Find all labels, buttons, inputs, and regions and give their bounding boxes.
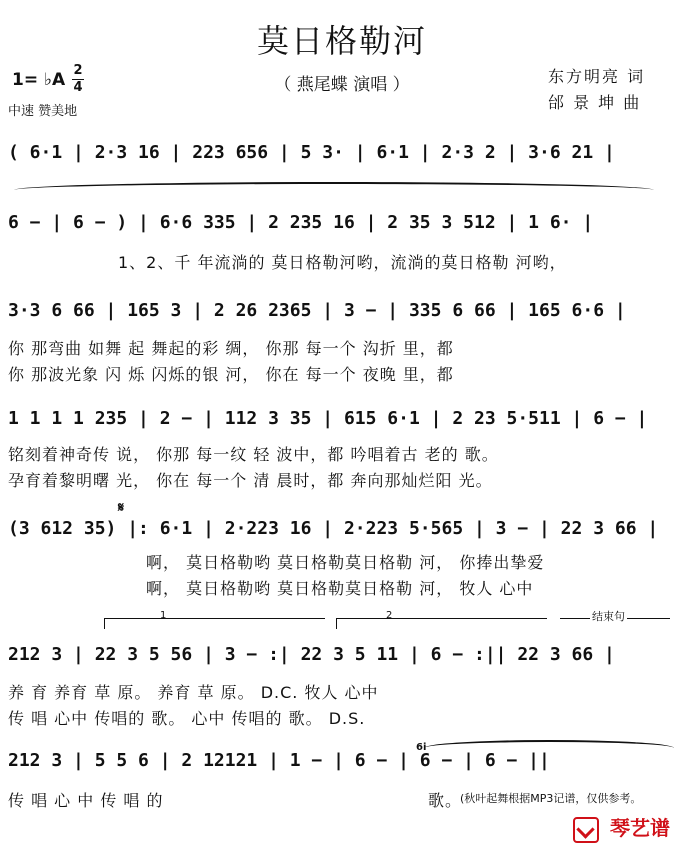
notation-row-4: 1 1 1 1 235 | 2 − | 112 3 35 | 615 6·1 | 2 23 5·511 | 6 − | [8, 408, 648, 429]
notation-row-6: 212 3 | 22 3 5 56 | 3 − :| 22 3 5 11 | 6 − :|| 22 3 66 | [8, 644, 615, 665]
lyric-row-3-verse-1: 你 那弯曲 如舞 起 舞起的彩 绸， 你那 每一个 沟折 里，都 [8, 339, 454, 358]
notation-row-1: ( 6·1 | 2·3 16 | 223 656 | 5 3· | 6·1 | 2·3 2 | 3·6 21 | [8, 142, 615, 163]
coda-label: 结束句 [592, 610, 625, 623]
meter-top: 2 [73, 63, 83, 78]
lyric-row-4-verse-1: 铭刻着神奇传 说， 你那 每一纹 轻 波中，都 吟唱着古 老的 歌。 [8, 445, 499, 464]
credits [548, 64, 645, 116]
composer: 邰 景 坤 曲 [548, 93, 642, 112]
lyric-row-2-verse-1: 1、2、千 年流淌的 莫日格勒河哟，流淌的莫日格勒 河哟， [118, 253, 567, 272]
volta-2-label: 2 [386, 610, 393, 621]
segno-sign: 𝄋 [118, 500, 125, 516]
notation-row-2: 6 − | 6 − ) | 6·6 335 | 2 235 16 | 2 35 3 512 | 1 6· | [8, 212, 594, 233]
lyric-row-5-verse-2: 啊， 莫日格勒哟 莫日格勒莫日格勒 河， 牧人 心中 [146, 579, 534, 598]
performer-subtitle: （ 燕尾蝶 演唱 ） [274, 75, 410, 95]
song-title: 莫日格勒河 [256, 22, 427, 60]
logo-icon [573, 817, 599, 843]
volta-bracket-1 [104, 618, 325, 629]
notation-row-5: (3 612 35) |: 6·1 | 2·223 16 | 2·223 5·565 | 3 − | 22 3 66 | [8, 518, 659, 539]
time-signature [72, 64, 84, 95]
lyric-row-3-verse-2: 你 那波光象 闪 烁 闪烁的银 河， 你在 每一个 夜晚 里，都 [8, 365, 454, 384]
volta-bracket-2 [336, 618, 547, 629]
tempo-marking: 中速 赞美地 [8, 104, 78, 119]
lyricist: 东方明亮 词 [548, 67, 646, 86]
transcription-note: (秋叶起舞根据MP3记谱，仅供参考。 [460, 792, 642, 805]
grace-notes: 6i [416, 742, 427, 753]
notation-row-3: 3·3 6 66 | 165 3 | 2 26 2365 | 3 − | 335 6 66 | 165 6·6 | [8, 300, 626, 321]
final-lyric: 歌。 [428, 791, 463, 810]
tie-arc [424, 740, 674, 748]
lyric-row-4-verse-2: 孕育着黎明曙 光， 你在 每一个 清 晨时，都 奔向那灿烂阳 光。 [8, 471, 493, 490]
meter-bottom: 4 [73, 80, 83, 95]
site-logo [573, 812, 670, 843]
lyric-row-5-verse-1: 啊， 莫日格勒哟 莫日格勒莫日格勒 河， 你捧出挚爱 [146, 553, 545, 572]
slur-arc [14, 182, 654, 190]
lyric-row-6-verse-1: 养 育 养育 草 原。 养育 草 原。 D.C. 牧人 心中 [8, 683, 379, 702]
lyric-row-7: 传 唱 心 中 传 唱 的 [8, 791, 164, 810]
key-signature: 1= ♭A [12, 70, 66, 90]
lyric-row-6-verse-2: 传 唱 心中 传唱的 歌。 心中 传唱的 歌。 D.S. [8, 709, 366, 728]
volta-1-label: 1 [160, 610, 167, 621]
notation-row-7: 212 3 | 5 5 6 | 2 12121 | 1 − | 6 − | 6 − | 6 − || [8, 750, 550, 771]
logo-text: 琴艺谱 [610, 816, 670, 840]
